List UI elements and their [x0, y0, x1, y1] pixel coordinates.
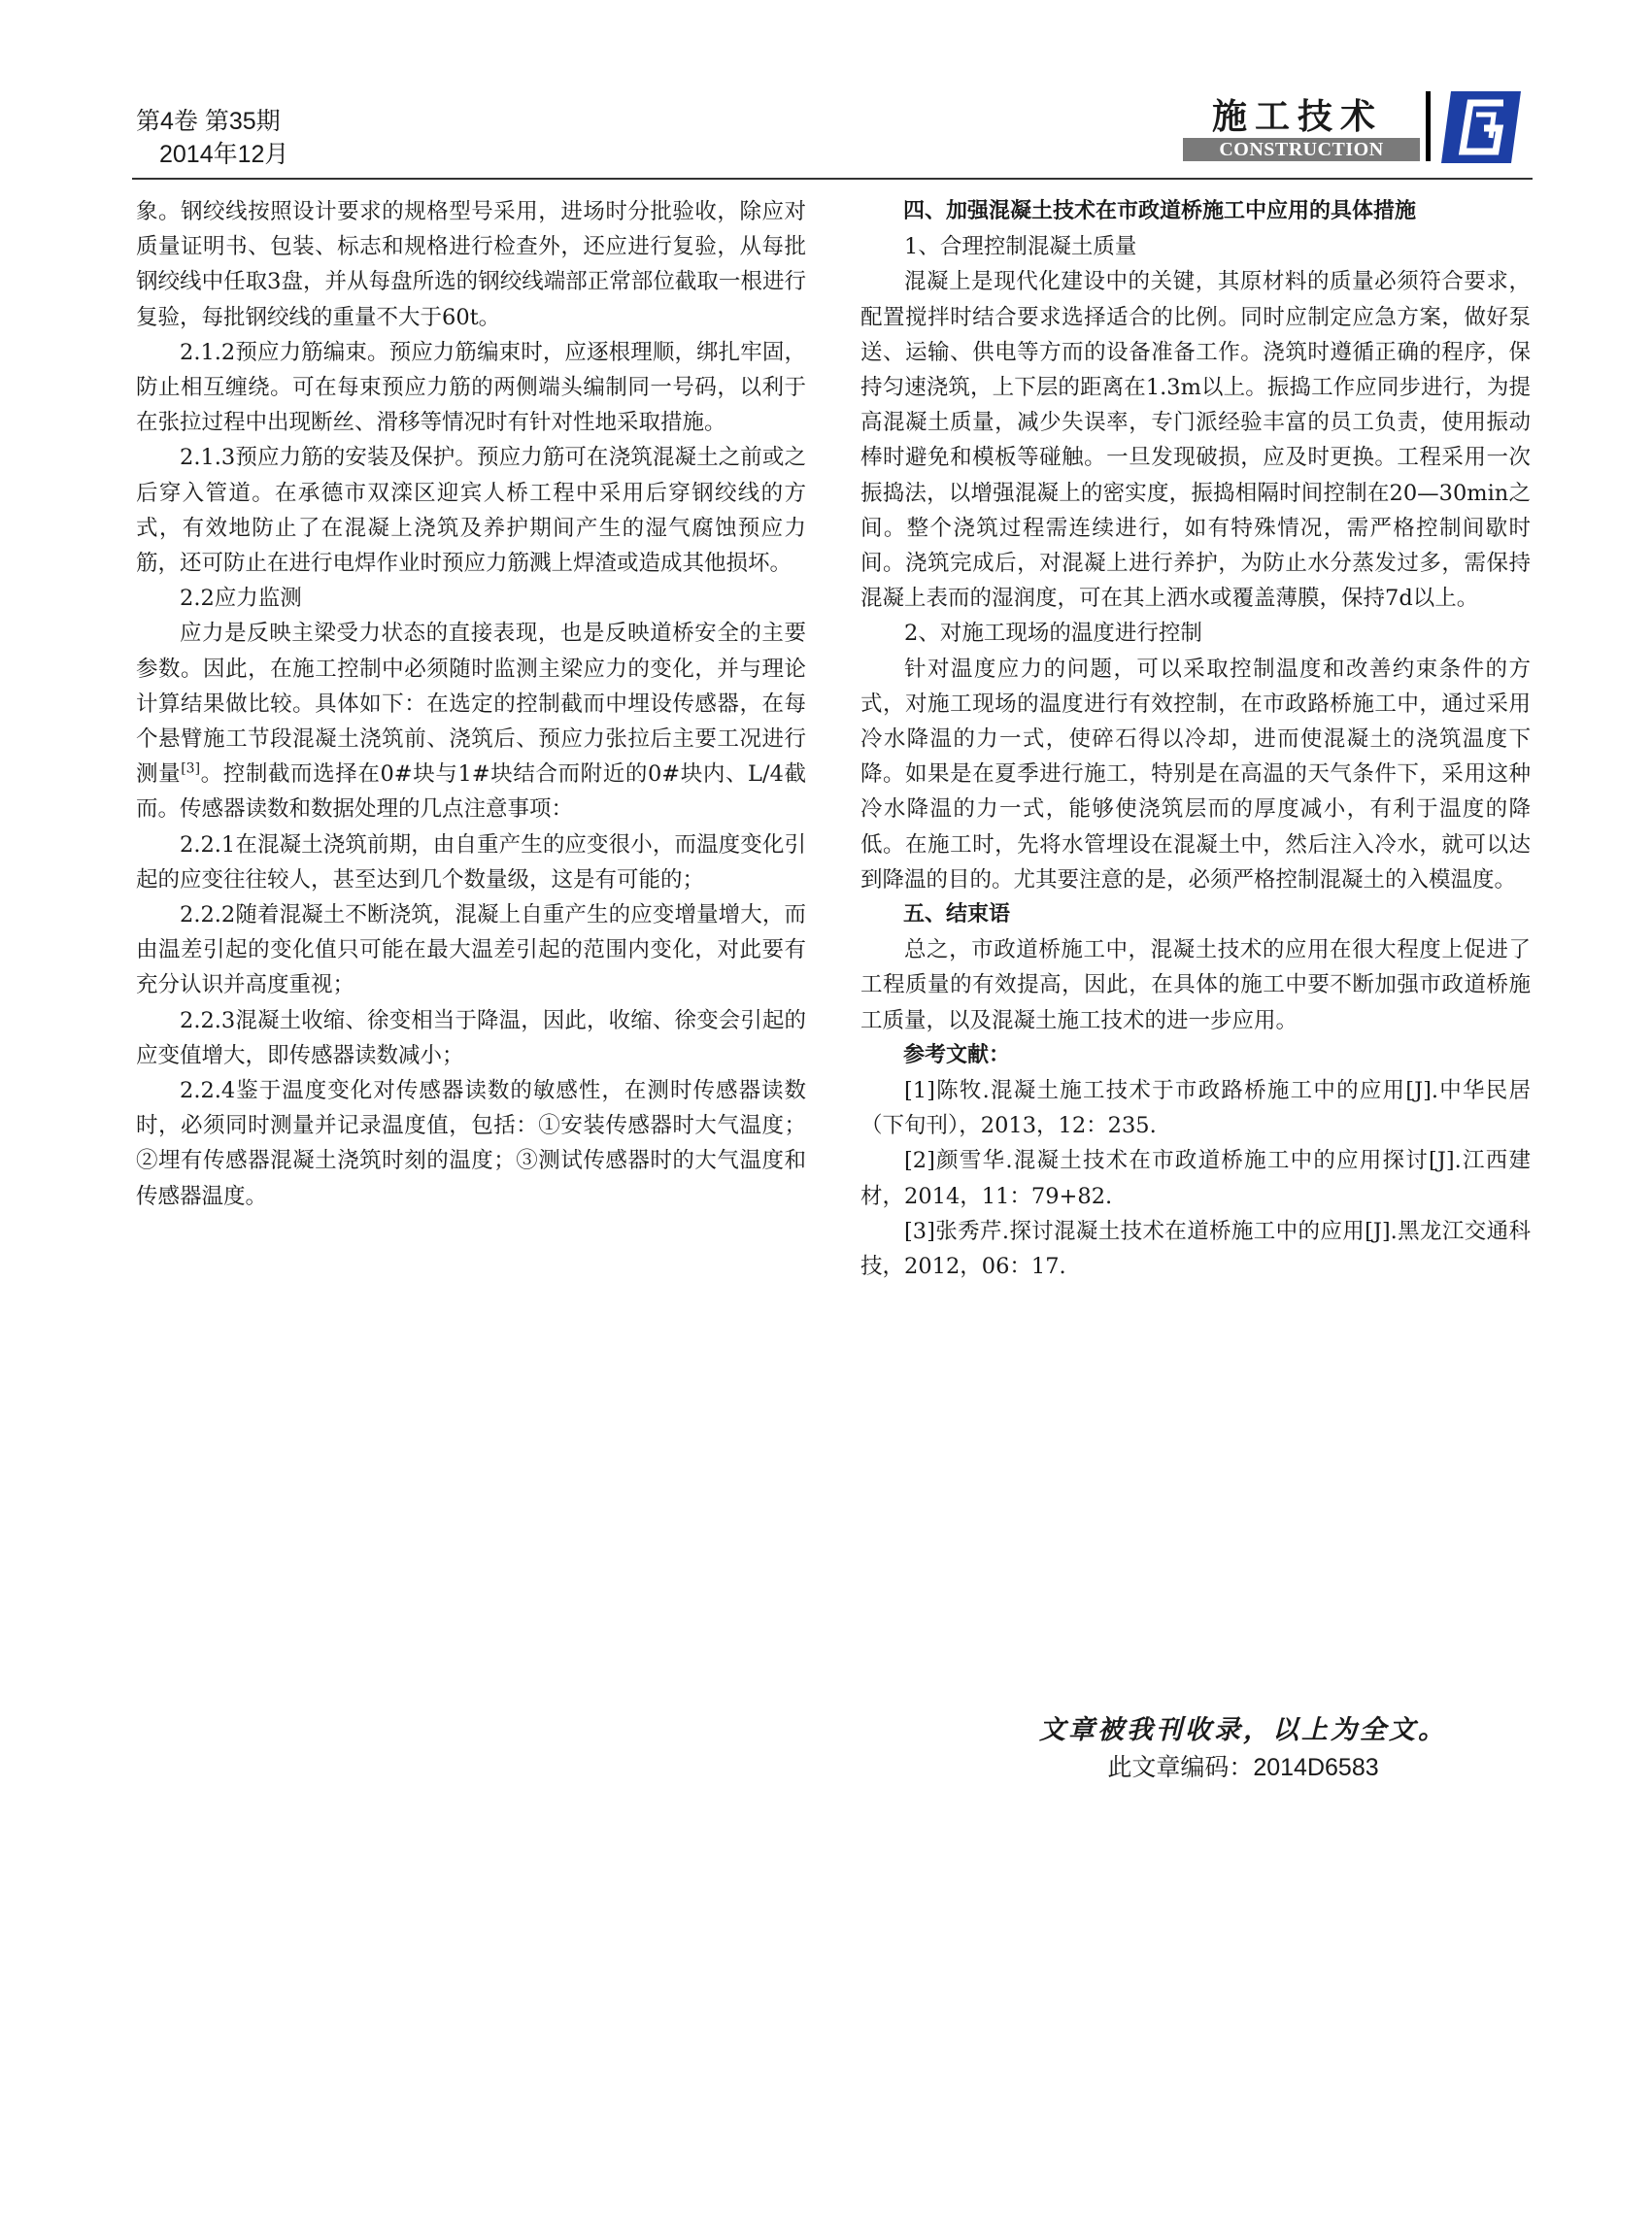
- paragraph: [136, 616, 806, 826]
- issue-date: 2014年12月: [159, 141, 289, 168]
- subsection-heading: 2.2应力监测: [180, 586, 302, 612]
- paragraph: 象。钢绞线按照设计要求的规格型号采用，进场时分批验收，除应对质量证明书、包装、标志和规格进行检查外，还应进行复验，从每批钢绞线中任取3盘，并从每盘所选的钢绞线端部正常部位截取一根进行复验，每批钢绞线的重量不大于60t。: [136, 199, 806, 330]
- journal-logo: [1183, 89, 1533, 167]
- paragraph: 2.2.4鉴于温度变化对传感器读数的敏感性，在测时传感器读数时，必须同时测量并记录温度值，包括：①安装传感器时大气温度；②埋有传感器混凝土浇筑时刻的温度；③测试传感器时的大气温度和传感器温度。: [136, 1078, 806, 1209]
- citation-mark: [3]: [181, 760, 201, 777]
- subsection-heading: 1、合理控制混凝土质量: [904, 234, 1137, 260]
- section-heading: 四、加强混凝土技术在市政道桥施工中应用的具体措施: [903, 199, 1417, 223]
- paragraph-text: 。控制截而选择在0#块与1#块结合而附近的0#块内、L/4截而。传感器读数和数据处理的几点注意事项：: [136, 761, 806, 823]
- journal-emblem-icon: [1437, 87, 1525, 167]
- paragraph: 2.2.1在混凝土浇筑前期，由自重产生的应变很小，而温度变化引起的应变往往较人，甚至达到几个数量级，这是有可能的；: [136, 831, 806, 893]
- journal-subtitle: CONSTRUCTION: [1183, 138, 1420, 161]
- references-heading: 参考文献：: [903, 1042, 1011, 1067]
- paragraph: 2.1.2预应力筋编束。预应力筋编束时，应逐根理顺，绑扎牢固，防止相互缠绕。可在每束预应力筋的两侧端头编制同一号码，以利于在张拉过程中出现断丝、滑移等情况时有针对性地采取措施。: [136, 339, 806, 436]
- section-heading: 五、结束语: [903, 902, 1011, 928]
- left-column: [136, 194, 806, 1214]
- issue-info: [136, 105, 288, 171]
- header-rule: [132, 178, 1533, 180]
- reference-item: [3]张秀芹.探讨混凝土技术在道桥施工中的应用[J].黑龙江交通科技，2012，06：17.: [860, 1218, 1531, 1280]
- subsection-heading: 2、对施工现场的温度进行控制: [904, 621, 1202, 647]
- inclusion-note: 文章被我刊收录，以上为全文。: [1039, 1715, 1447, 1745]
- reference-item: [1]陈牧.混凝土施工技术于市政路桥施工中的应用[J].中华民居（下旬刊），2013，12：235.: [860, 1078, 1531, 1139]
- paragraph: 针对温度应力的问题，可以采取控制温度和改善约束条件的方式，对施工现场的温度进行有效控制，在市政路桥施工中，通过采用冷水降温的力一式，使碎石得以冷却，进而使混凝土的浇筑温度下降。如果是在夏季进行施工，特别是在高温的天气条件下，采用这种冷水降温的力一式，能够使浇筑层而的厚度减小，有利于温度的降低。在施工时，先将水管埋设在混凝土中，然后注入冷水，就可以达到降温的目的。尤其要注意的是，必须严格控制混凝土的入模温度。: [860, 656, 1531, 893]
- paragraph: 2.2.2随着混凝土不断浇筑，混凝上自重产生的应变增量增大，而由温差引起的变化值只可能在最大温差引起的范围内变化，对此要有充分认识并高度重视；: [136, 902, 806, 998]
- article-footer: [991, 1711, 1496, 1785]
- paragraph: 2.1.3预应力筋的安装及保护。预应力筋可在浇筑混凝土之前或之后穿入管道。在承德市双滦区迎宾人桥工程中采用后穿钢绞线的方式，有效地防止了在混凝上浇筑及养护期间产生的湿气腐蚀预应力筋，还可防止在进行电焊作业时预应力筋溅上焊渣或造成其他损坏。: [136, 445, 806, 577]
- paragraph: 总之，市政道桥施工中，混凝土技术的应用在很大程度上促进了工程质量的有效提高，因此，在具体的施工中要不断加强市政道桥施工质量，以及混凝土施工技术的进一步应用。: [860, 937, 1531, 1033]
- paragraph: 2.2.3混凝土收缩、徐变相当于降温，因此，收缩、徐变会引起的应变值增大，即传感器读数减小；: [136, 1007, 806, 1068]
- journal-title: 施工技术: [1212, 97, 1384, 137]
- article-code: 此文章编码：2014D6583: [1107, 1754, 1379, 1781]
- reference-item: [2]颜雪华.混凝土技术在市政道桥施工中的应用探讨[J].江西建材，2014，11：79+82.: [860, 1148, 1531, 1209]
- paragraph-text: 应力是反映主梁受力状态的直接表现，也是反映道桥安全的主要参数。因此，在施工控制中必须随时监测主梁应力的变化，并与理论计算结果做比较。具体如下：在选定的控制截而中埋设传感器，在每个悬臂施工节段混凝土浇筑前、浇筑后、预应力张拉后主要工况进行测量: [136, 621, 806, 788]
- paragraph: 混凝上是现代化建设中的关键，其原材料的质量必须符合要求，配置搅拌时结合要求选择适合的比例。同时应制定应急方案，做好泵送、运输、供电等方而的设备准备工作。浇筑时遵循正确的程序，保持匀速浇筑，上下层的距离在1.3m以上。振捣工作应同步进行，为提高混凝土质量，减少失误率，专门派经验丰富的员工负责，使用振动棒时避免和模板等碰触。一旦发现破损，应及时更换。工程采用一次振捣法，以增强混凝上的密实度，振捣相隔时间控制在20—30min之间。整个浇筑过程需连续进行，如有特殊情况，需严格控制间歇时间。浇筑完成后，对混凝上进行养护，为防止水分蒸发过多，需保持混凝上表而的湿润度，可在其上洒水或覆盖薄膜，保持7d以上。: [860, 269, 1531, 612]
- volume-issue: 第4卷 第35期: [136, 108, 281, 135]
- right-column: [860, 194, 1531, 1284]
- logo-divider: [1426, 91, 1431, 161]
